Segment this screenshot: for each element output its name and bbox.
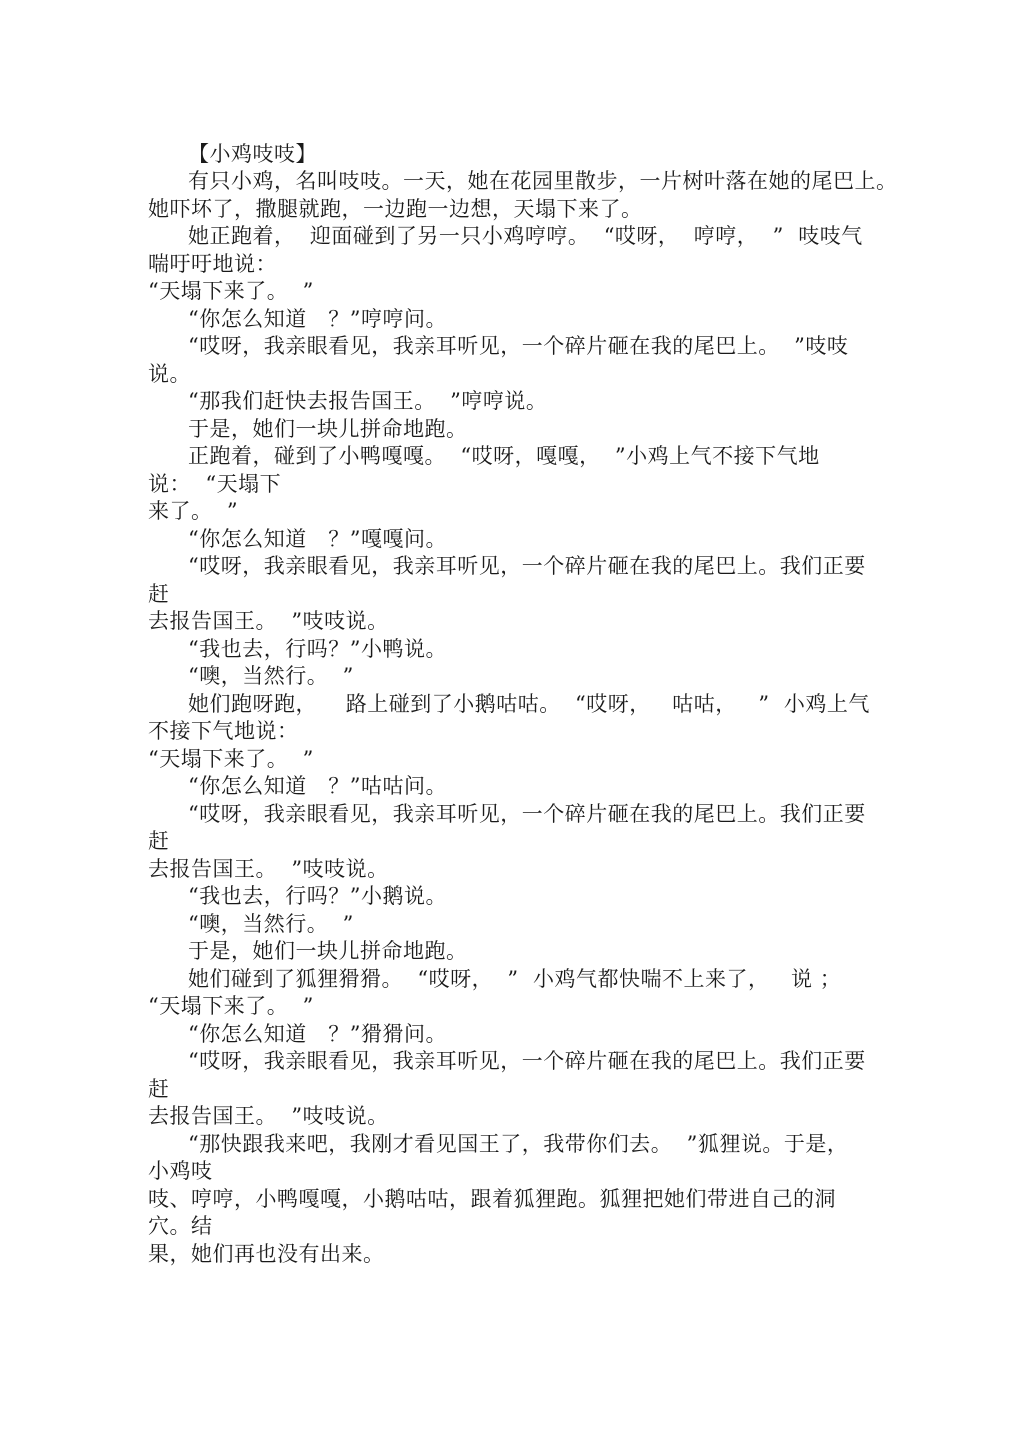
text-line: 去报告国王。 ”吱吱说。 bbox=[148, 1104, 389, 1128]
text-line: 喘吁吁地说： bbox=[148, 252, 277, 276]
text-line: “天塌下来了。 ” bbox=[148, 747, 314, 771]
text-line: 说： “天塌下 bbox=[148, 472, 282, 496]
text-line: “你怎么知道 ？”嘎嘎问。 bbox=[188, 527, 447, 551]
text-line: 她们碰到了狐狸猾猾。 “哎呀， ” 小鸡气都快喘不上来了， 说 ； bbox=[188, 967, 842, 991]
text-line: 于是，她们一块儿拼命地跑。 bbox=[188, 939, 468, 963]
text-line: 她们跑呀跑， 路上碰到了小鹅咕咕。 “哎呀， 咕咕， ” 小鸡上气 bbox=[188, 692, 870, 716]
text-line: “你怎么知道 ？”咕咕问。 bbox=[188, 774, 447, 798]
text-line: 正跑着，碰到了小鸭嘎嘎。 “哎呀，嘎嘎， ”小鸡上气不接下气地 bbox=[188, 444, 820, 468]
text-line: “噢，当然行。 ” bbox=[188, 664, 354, 688]
text-line: 赶 bbox=[148, 829, 170, 853]
text-line: “哎呀，我亲眼看见，我亲耳听见，一个碎片砸在我的尾巴上。我们正要 bbox=[188, 554, 866, 578]
text-line: “那快跟我来吧，我刚才看见国王了，我带你们去。 ”狐狸说。于是， bbox=[188, 1132, 849, 1156]
text-line: “哎呀，我亲眼看见，我亲耳听见，一个碎片砸在我的尾巴上。 ”吱吱 bbox=[188, 334, 849, 358]
text-line: “哎呀，我亲眼看见，我亲耳听见，一个碎片砸在我的尾巴上。我们正要 bbox=[188, 1049, 866, 1073]
text-line: 去报告国王。 ”吱吱说。 bbox=[148, 609, 389, 633]
text-line: “我也去，行吗？”小鹅说。 bbox=[188, 884, 447, 908]
text-line: 赶 bbox=[148, 1077, 170, 1101]
text-line: “天塌下来了。 ” bbox=[148, 279, 314, 303]
text-line: 果，她们再也没有出来。 bbox=[148, 1242, 385, 1266]
text-line: “噢，当然行。 ” bbox=[188, 912, 354, 936]
text-line: “你怎么知道 ？”哼哼问。 bbox=[188, 307, 447, 331]
text-line: 来了。 ” bbox=[148, 499, 239, 523]
text-line: 于是，她们一块儿拼命地跑。 bbox=[188, 417, 468, 441]
text-line: “那我们赶快去报告国王。 ”哼哼说。 bbox=[188, 389, 548, 413]
text-line: 去报告国王。 ”吱吱说。 bbox=[148, 857, 389, 881]
text-line: 穴。结 bbox=[148, 1214, 213, 1238]
text-line: 说。 bbox=[148, 362, 191, 386]
text-line: 她正跑着， 迎面碰到了另一只小鸡哼哼。 “哎呀， 哼哼， ” 吱吱气 bbox=[188, 224, 863, 248]
text-line: 她吓坏了，撒腿就跑，一边跑一边想，天塌下来了。 bbox=[148, 197, 643, 221]
text-line: “你怎么知道 ？”猾猾问。 bbox=[188, 1022, 447, 1046]
text-line: 不接下气地说： bbox=[148, 719, 299, 743]
text-line: “天塌下来了。 ” bbox=[148, 994, 314, 1018]
text-line: “哎呀，我亲眼看见，我亲耳听见，一个碎片砸在我的尾巴上。我们正要 bbox=[188, 802, 866, 826]
text-line: 吱、哼哼，小鸭嘎嘎，小鹅咕咕，跟着狐狸跑。狐狸把她们带进自己的洞 bbox=[148, 1187, 836, 1211]
text-line: “我也去，行吗？”小鸭说。 bbox=[188, 637, 447, 661]
text-line: 小鸡吱 bbox=[148, 1159, 213, 1183]
text-line: 有只小鸡，名叫吱吱。一天，她在花园里散步，一片树叶落在她的尾巴上。 bbox=[188, 169, 898, 193]
story-title: 【小鸡吱吱】 bbox=[188, 142, 317, 166]
text-line: 赶 bbox=[148, 582, 170, 606]
